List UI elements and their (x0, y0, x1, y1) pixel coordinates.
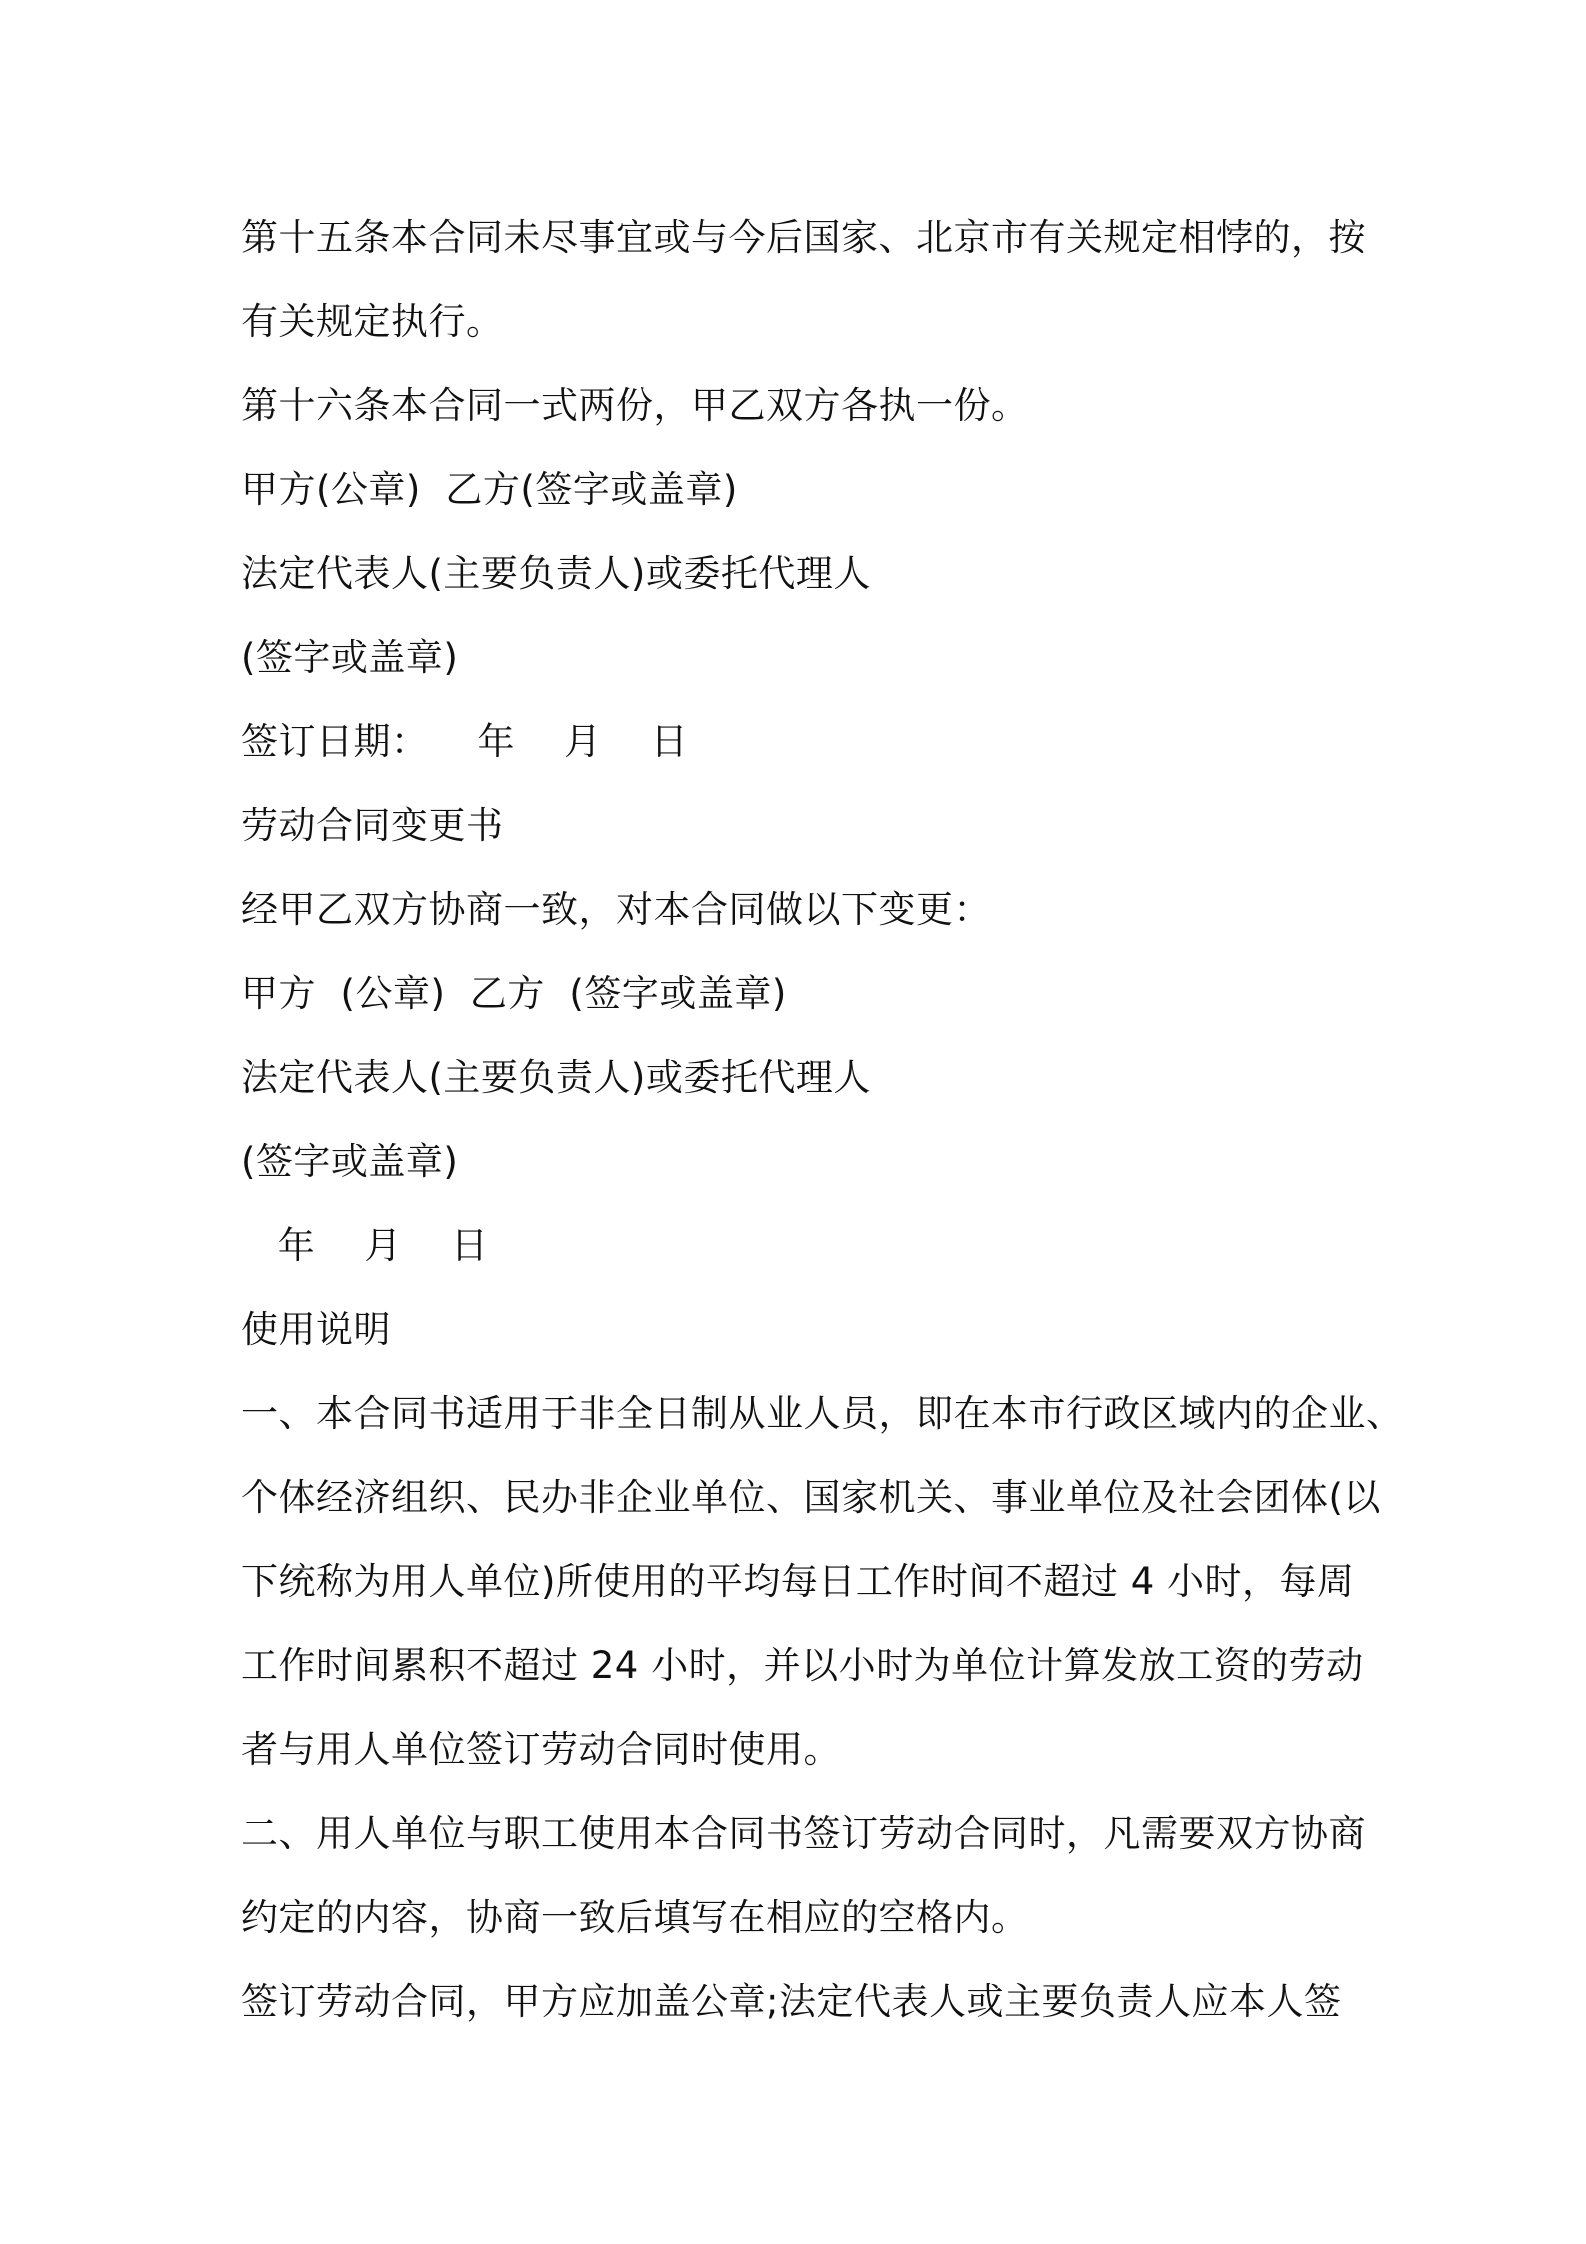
signing-date-line: 签订日期： 年 月 日 (241, 720, 689, 763)
text-line: 有关规定执行。 (241, 300, 504, 343)
section-title: 使用说明 (241, 1308, 391, 1351)
date-line: 年 月 日 (241, 1224, 489, 1267)
text-line: 一、本合同书适用于非全日制从业人员，即在本市行政区域内的企业、 (241, 1392, 1404, 1435)
text-line: 约定的内容，协商一致后填写在相应的空格内。 (241, 1896, 1029, 1939)
text-line: 第十五条本合同未尽事宜或与今后国家、北京市有关规定相悖的，按 (241, 216, 1366, 259)
section-title: 劳动合同变更书 (241, 804, 504, 847)
text-line: 甲方(公章) 乙方(签字或盖章) (241, 468, 738, 511)
text-line: 者与用人单位签订劳动合同时使用。 (241, 1728, 841, 1771)
document-body (241, 196, 1404, 2044)
text-line: 二、用人单位与职工使用本合同书签订劳动合同时，凡需要双方协商 (241, 1812, 1366, 1855)
text-line: 甲方 (公章) 乙方 (签字或盖章) (241, 972, 787, 1015)
text-line: (签字或盖章) (241, 1140, 459, 1183)
text-line: 签订劳动合同，甲方应加盖公章;法定代表人或主要负责人应本人签 (241, 1980, 1342, 2023)
text-line: 第十六条本合同一式两份，甲乙双方各执一份。 (241, 384, 1029, 427)
text-line: 法定代表人(主要负责人)或委托代理人 (241, 552, 871, 595)
text-line: 工作时间累积不超过 24 小时，并以小时为单位计算发放工资的劳动 (241, 1644, 1364, 1687)
text-line: 个体经济组织、民办非企业单位、国家机关、事业单位及社会团体(以 (241, 1476, 1381, 1519)
text-line: 下统称为用人单位)所使用的平均每日工作时间不超过 4 小时，每周 (241, 1560, 1355, 1603)
text-line: 法定代表人(主要负责人)或委托代理人 (241, 1056, 871, 1099)
text-line: 经甲乙双方协商一致，对本合同做以下变更： (241, 888, 991, 931)
text-line: (签字或盖章) (241, 636, 459, 679)
